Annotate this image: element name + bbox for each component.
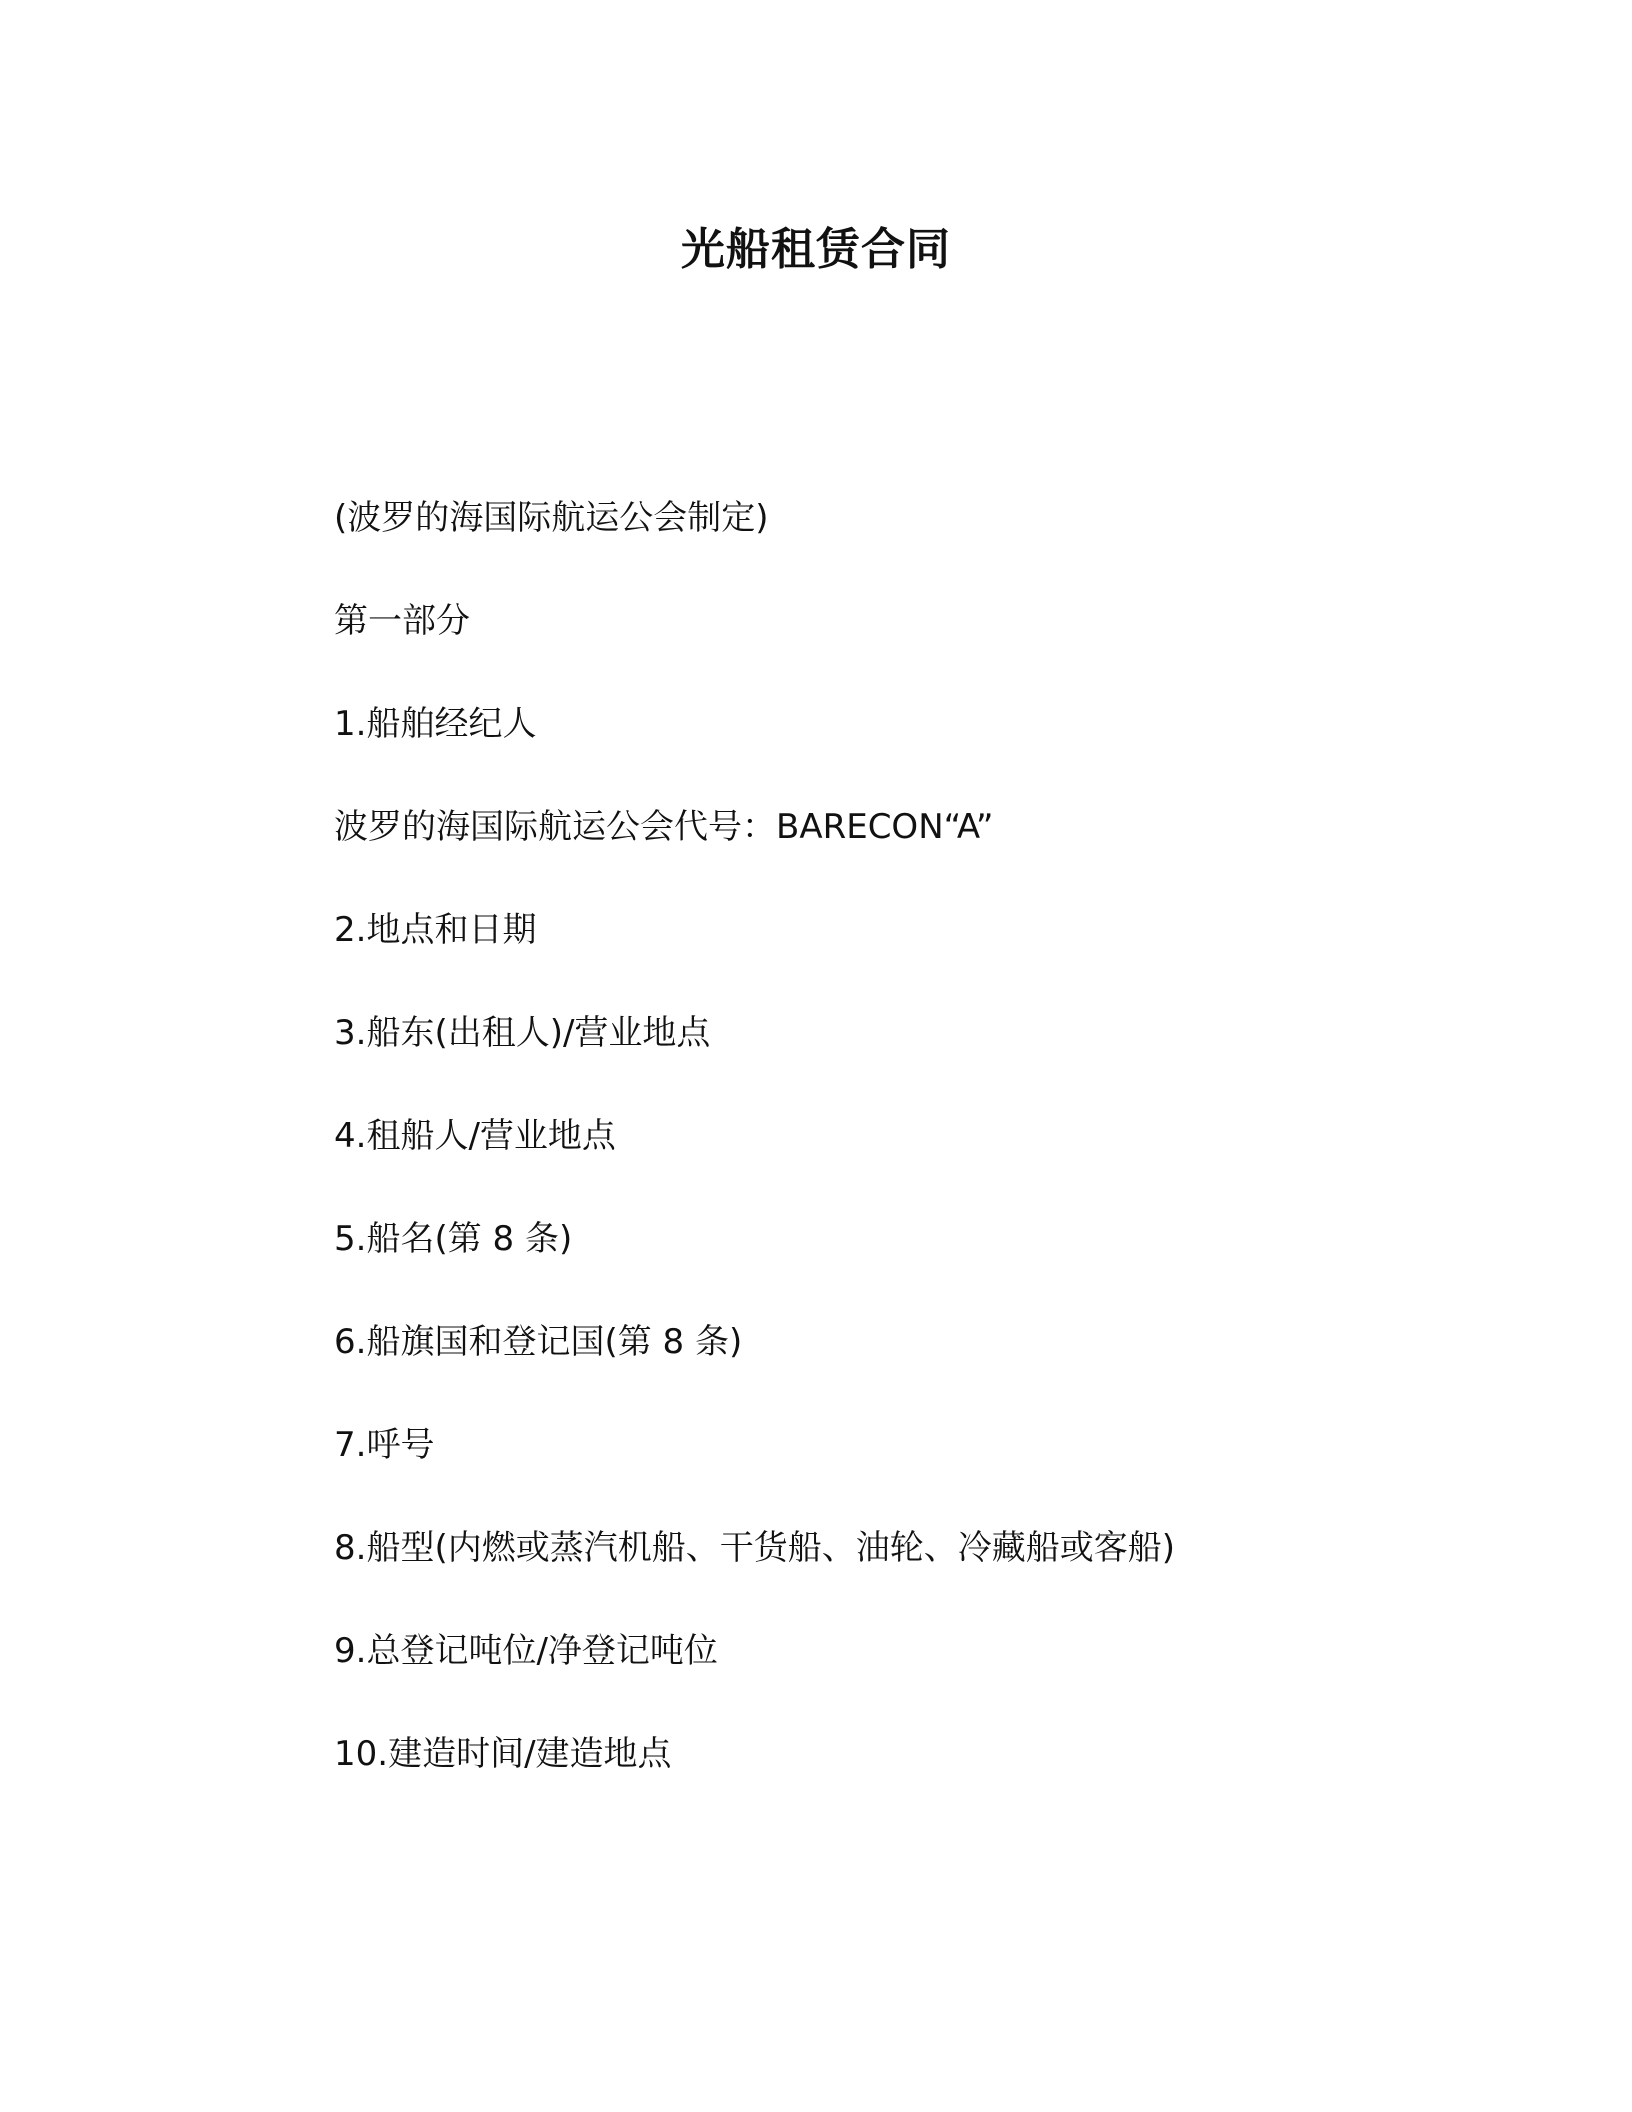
body-line-item-3: 3.船东(出租人)/营业地点 (334, 1013, 711, 1053)
body-line-item-10: 10.建造时间/建造地点 (334, 1734, 672, 1774)
document-title: 光船租赁合同 (681, 224, 951, 275)
body-line-item-4: 4.租船人/营业地点 (334, 1116, 616, 1156)
body-line-item-5: 5.船名(第 8 条) (334, 1219, 573, 1259)
body-line-item-6: 6.船旗国和登记国(第 8 条) (334, 1322, 743, 1362)
body-line-code-name: 波罗的海国际航运公会代号：BARECON“A” (334, 807, 994, 847)
body-line-item-7: 7.呼号 (334, 1425, 435, 1465)
body-line-item-1: 1.船舶经纪人 (334, 704, 537, 744)
body-line-item-9: 9.总登记吨位/净登记吨位 (334, 1631, 718, 1671)
body-line-preamble: (波罗的海国际航运公会制定) (334, 498, 769, 538)
body-line-item-8: 8.船型(内燃或蒸汽机船、干货船、油轮、冷藏船或客船) (334, 1528, 1175, 1568)
body-line-part-heading: 第一部分 (334, 601, 470, 641)
body-line-item-2: 2.地点和日期 (334, 910, 537, 950)
document-body (334, 492, 1534, 1831)
